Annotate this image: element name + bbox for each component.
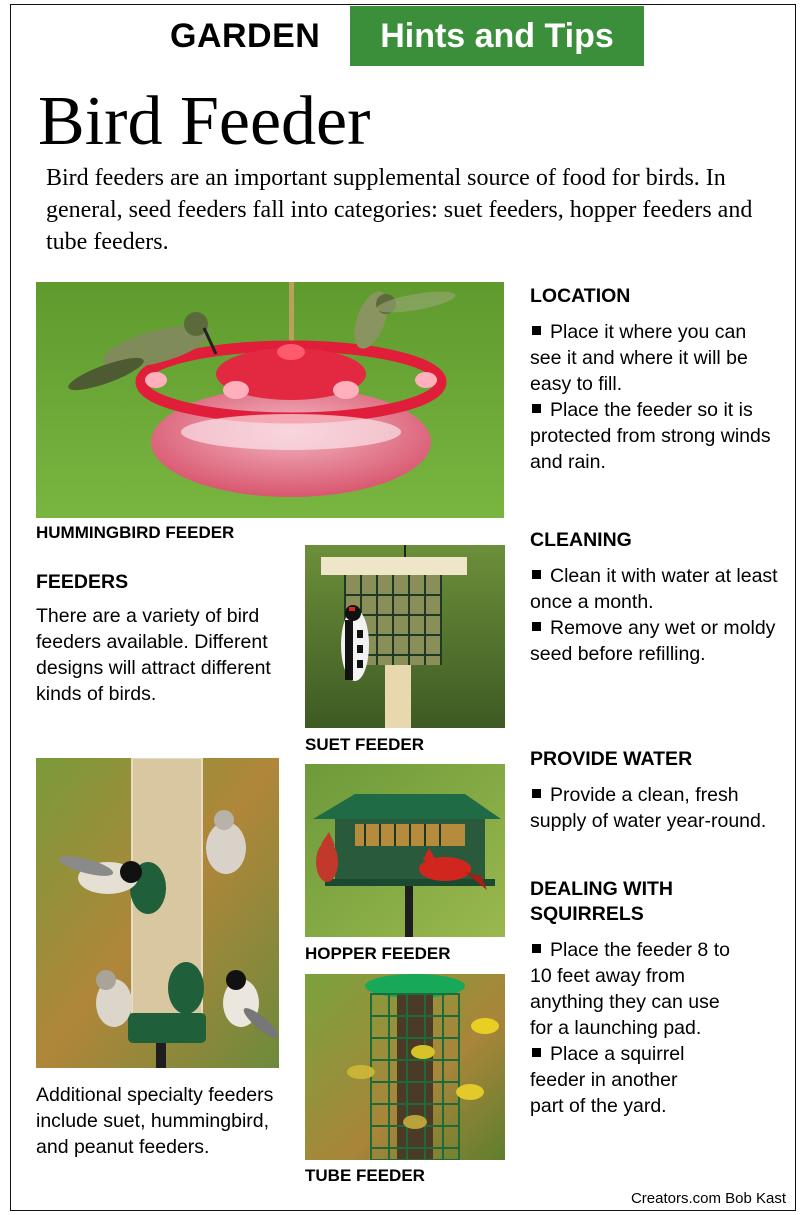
feeders-text: There are a variety of bird feeders available. Different designs will attract different kinds of birds. [36,605,271,705]
bullet-square-icon [532,404,541,413]
bullet-text: Place the feeder 8 to 10 feet away from anything they can use for a launching pad. [530,939,730,1039]
feeders-heading: FEEDERS [36,571,129,593]
section-heading: CLEANING [530,529,632,551]
bullet-item [530,319,780,397]
additional-feeders-text: Additional specialty feeders include suet, hummingbird, and peanut feeders. [36,1084,274,1158]
header-tips-label: Hints and Tips [380,17,614,55]
section-heading: PROVIDE WATER [530,748,693,770]
bullet-item [530,615,780,667]
page-title: Bird Feeder [38,83,371,160]
bullet-square-icon [532,326,541,335]
section-dealing-with-squirrels [530,877,740,1119]
header-garden-label: GARDEN [170,17,321,55]
bullet-square-icon [532,1048,541,1057]
bullet-item [530,1041,715,1119]
suet-feeder-caption: SUET FEEDER [305,735,425,754]
section-heading: LOCATION [530,285,631,307]
hummingbird-feeder-caption: HUMMINGBIRD FEEDER [36,523,235,542]
bullet-text: Clean it with water at least once a month. [530,565,778,613]
bullet-square-icon [532,570,541,579]
bullet-square-icon [532,944,541,953]
bullet-item [530,563,780,615]
hopper-feeder-caption: HOPPER FEEDER [305,944,451,963]
credit-line: Creators.com Bob Kast [630,1190,786,1207]
bullet-item [530,937,740,1041]
section-location [530,284,780,475]
tube-feeder-photo [305,974,505,1160]
bullet-item [530,782,780,834]
tube-feeder-caption: TUBE FEEDER [305,1166,425,1185]
bullet-text: Place the feeder so it is protected from strong winds and rain. [530,399,771,473]
hummingbird-feeder-photo [36,282,504,518]
bullet-item [530,397,780,475]
bullet-text: Remove any wet or moldy seed before refilling. [530,617,776,665]
section-heading: DEALING WITH SQUIRRELS [530,878,673,925]
intro-paragraph: Bird feeders are an important supplemental source of food for birds. In general, seed feeders fall into categories: suet feeders, hopper feeders and tube feeders. [46,165,753,255]
bullet-square-icon [532,789,541,798]
suet-feeder-photo [305,545,505,728]
chickadee-tube-feeder-photo [36,758,279,1068]
bullet-text: Place it where you can see it and where it will be easy to fill. [530,321,748,395]
bullet-text: Provide a clean, fresh supply of water year-round. [530,784,767,832]
bullet-text: Place a squirrel feeder in another part of the yard. [530,1043,685,1117]
hopper-feeder-photo [305,764,505,937]
section-provide-water [530,747,780,834]
bullet-square-icon [532,622,541,631]
section-cleaning [530,528,780,667]
